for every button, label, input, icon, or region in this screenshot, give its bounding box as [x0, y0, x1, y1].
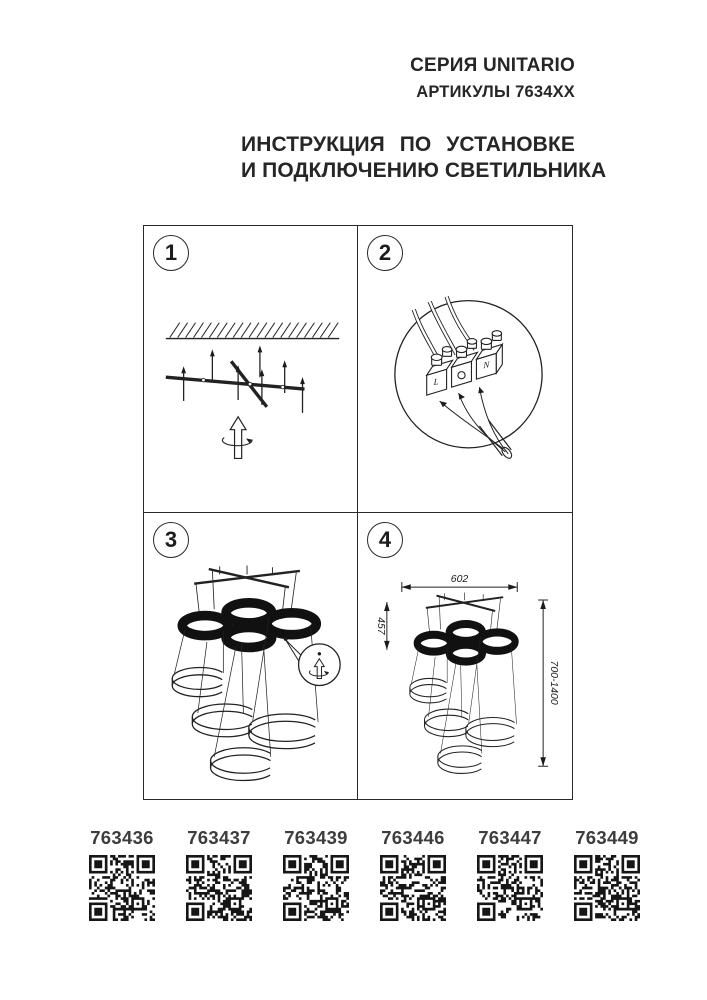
instruction-grid: [143, 225, 573, 800]
articles-range: АРТИКУЛЫ 7634XX: [416, 83, 575, 101]
article-number: 763436: [90, 827, 154, 848]
qr-code: [186, 855, 252, 921]
step-4-panel: [358, 513, 572, 800]
step-4-number: 4: [367, 522, 403, 558]
article-item: [84, 829, 160, 921]
dimension-canopy-drop: [375, 602, 390, 650]
terminal-neutral-label: N: [483, 359, 490, 371]
article-item: [375, 829, 451, 921]
articles-row: [0, 829, 707, 921]
qr-code: [380, 855, 446, 921]
article-item: [472, 829, 548, 921]
terminal-live-label: L: [433, 376, 439, 388]
qr-code: [283, 855, 349, 921]
ceiling-hatch: [166, 323, 339, 339]
article-number: 763449: [575, 827, 639, 848]
step-2-number: 2: [367, 235, 403, 271]
dimension-width: [402, 574, 517, 592]
article-number: 763447: [478, 827, 542, 848]
article-number: 763439: [284, 827, 348, 848]
dimension-canopy-drop-value: 457: [374, 616, 386, 635]
terminal-block: [427, 331, 503, 395]
title-line-1: ИНСТРУКЦИЯ ПО УСТАНОВКЕ: [241, 133, 575, 156]
push-rotate-arrow-icon: [222, 417, 252, 459]
qr-code: [477, 855, 543, 921]
step-3-panel: [144, 513, 358, 800]
document-title: [241, 132, 607, 183]
series-name: СЕРИЯ UNITARIO: [410, 55, 575, 76]
qr-code: [574, 855, 640, 921]
dimension-suspension-range: [538, 600, 559, 766]
step-3-number: 3: [153, 522, 189, 558]
brand-block: [410, 56, 575, 101]
article-item: [569, 829, 645, 921]
supply-cable: [440, 387, 514, 460]
step-1-number: 1: [153, 235, 189, 271]
article-item: [181, 829, 257, 921]
title-line-2: И ПОДКЛЮЧЕНИЮ СВЕТИЛЬНИКА: [241, 158, 607, 182]
article-number: 763446: [381, 827, 445, 848]
step-1-panel: [144, 226, 358, 513]
article-number: 763437: [187, 827, 251, 848]
mounting-bracket: [166, 361, 305, 407]
step-2-panel: [358, 226, 572, 513]
dimension-suspension-range-value: 700-1400: [548, 660, 560, 705]
article-item: [278, 829, 354, 921]
dimension-width-value: 602: [450, 573, 469, 585]
qr-code: [89, 855, 155, 921]
